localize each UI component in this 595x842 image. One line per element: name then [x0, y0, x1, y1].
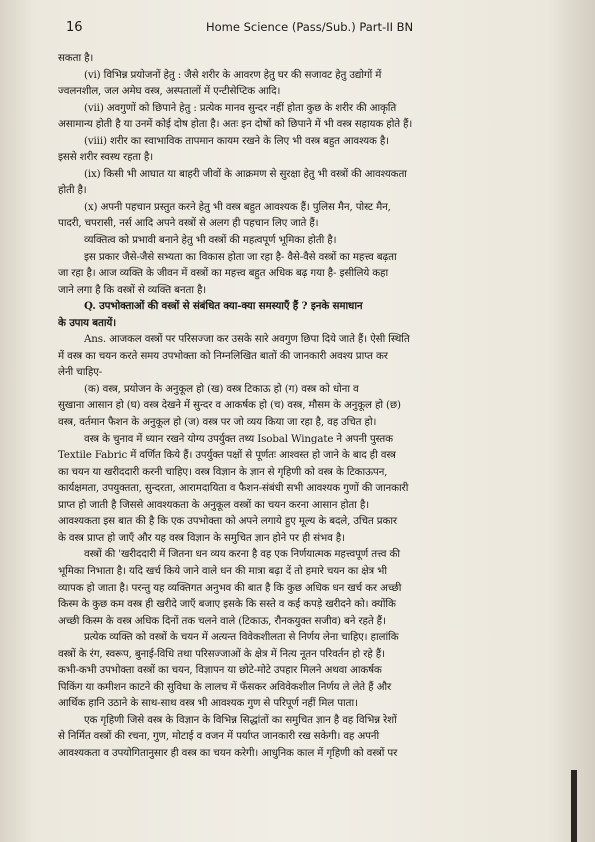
text-line: सकता है।: [58, 52, 94, 64]
text-line: इस प्रकार जैसे-जैसे सभ्यता का विकास होता जा रहा है- वैसे-वैसे वस्त्रों का महत्त्व बढ़ता: [84, 250, 397, 263]
text-line: वस्त्रों के रंग, स्वरूप, बुनाई-विधि तथा परिसज्जाओं के क्षेत्र में नित्य नूतन परिवर्तन हो रहे हैं।: [58, 647, 385, 660]
text-line: किस्म के कुछ कम वस्त्र ही खरीदे जाएँ बजाए इसके कि सस्ते व कई कपड़े खरीदने को। क्योंकि: [58, 598, 396, 611]
text-line: (क) वस्त्र, प्रयोजन के अनुकूल हो (ख) वस्त्र टिकाऊ हो (ग) वस्त्र को धोना व: [84, 382, 359, 395]
text-line: अच्छी किस्म के वस्त्र अधिक दिनों तक चलने वाले (टिकाऊ, रौनकयुक्त सजीव) बने रहते हैं।: [58, 614, 386, 627]
text-line: (viii) शरीर का स्वाभाविक तापमान कायम रखने के लिए भी वस्त्र बहुत आवश्यक है।: [84, 134, 389, 147]
text-line: (ix) किसी भी आघात या बाहरी जीवों के आक्रमण से सुरक्षा हेतु भी वस्त्रों की आवश्यकता: [84, 167, 407, 180]
text-line: वस्त्र के चुनाव में ध्यान रखने योग्य उपर्युक्त तथ्य Isobal Wingate ने अपनी पुस्तक: [84, 432, 393, 445]
text-line: (vi) विभिन्न प्रयोजनों हेतु : जैसे शरीर के आवरण हेतु घर की सजावट हेतु उद्योगों में: [84, 68, 382, 81]
text-line: आवश्यकता इस बात की है कि एक उपभोक्ता को अपने लगाये हुए मूल्य के बदले, उचित प्रकार: [58, 515, 397, 528]
text-line: से निर्मित वस्त्रों की रचना, गुण, मोटाई व वजन में पर्याप्त जानकारी रख सकेगी। वह अपनी: [58, 730, 380, 743]
answer-start: Ans. आजकल वस्त्रों पर परिसज्जा कर उसके सारे अवगुण छिपा दिये जाते हैं। ऐसी स्थिति: [84, 333, 410, 346]
text-line: जा रहा है। आज व्यक्ति के जीवन में वस्त्रों का महत्त्व बहुत अधिक बढ़ गया है- इसीलिये कहा: [58, 267, 389, 280]
text-line: ज्वलनशील, जल अमेघ वस्त्र, अस्पतालों में एन्टीसेप्टिक आदि।: [58, 85, 281, 98]
text-line: जाने लगा है कि वस्त्रों से व्यक्ति बनता है।: [58, 283, 207, 296]
text-line: सुखाना आसान हो (घ) वस्त्र देखने में सुन्दर व आकर्षक हो (च) वस्त्र, मौसम के अनुकूल हो (छ): [58, 399, 401, 412]
text-line: आर्थिक हानि उठाने के साथ-साथ वस्त्र भी आवश्यक गुण से परिपूर्ण नहीं मिल पाता।: [58, 697, 358, 710]
binding-edge: [571, 770, 577, 842]
running-head: Home Science (Pass/Sub.) Part-II BN: [206, 20, 414, 34]
text-line: भूमिका निभाता है। यदि खर्च किये जाने वाले धन की मात्रा बढ़ा दें तो हमारे चयन का क्षेत्र भी: [58, 564, 387, 577]
text-line: एक गृहिणी जिसे वस्त्र के विज्ञान के विभिन्न सिद्धांतों का समुचित ज्ञान है वह विभिन्न रेशों: [84, 713, 397, 726]
text-line: लेनी चाहिए-: [58, 366, 103, 379]
text-line: व्यापक हो जाता है। परन्तु यह व्यक्तिगत अनुभव की बात है कि कुछ अधिक धन खर्च कर अच्छी: [58, 581, 402, 594]
text-line: व्यक्तित्व को प्रभावी बनाने हेतु भी वस्त्रों की महत्वपूर्ण भूमिका होती है।: [84, 234, 337, 247]
text-line: के वस्त्र प्राप्त हो जाएँ और यह वस्त्र विज्ञान के समुचित ज्ञान होने पर ही संभव है।: [58, 531, 345, 544]
text-line: वस्त्र, वर्तमान फैशन के अनुकूल हो (ज) वस्त्र पर जो व्यय किया जा रहा है, वह उचित हो।: [58, 416, 377, 429]
text-line: (vii) अवगुणों को छिपाने हेतु : प्रत्येक मानव सुन्दर नहीं होता कुछ के शरीर की आकृति: [84, 101, 397, 114]
text-line: पादरी, चपरासी, नर्स आदि अपने वस्त्रों से अलग ही पहचान लिए जाते हैं।: [58, 217, 319, 230]
body-text: [58, 50, 534, 762]
question-heading: Q. उपभोक्ताओं की वस्त्रों से संबंधित क्या-क्या समस्याएँ हैं ? इनके समाधान: [84, 300, 363, 313]
text-line: असामान्य होती है या उनमें कोई दोष होता है। अतः इन दोषों को छिपाने में भी वस्त्र सहायक होते हैं।: [58, 118, 413, 131]
text-line: पिकिंग या कमीशन काटने की सुविधा के लालच में फँसकर अविवेकशील निर्णय ले लेते हैं और: [58, 680, 392, 693]
text-line: में वस्त्र का चयन करते समय उपभोक्ता को निम्नलिखित बातों की जानकारी अवश्य प्राप्त कर: [58, 349, 388, 362]
text-line: कभी-कभी उपभोक्ता वस्त्रों का चयन, विज्ञापन या छोटे-मोटे उपहार मिलने अथवा आकर्षक: [58, 664, 382, 677]
page-number: 16: [66, 20, 83, 35]
text-line: का चयन या खरीददारी करनी चाहिए। वस्त्र विज्ञान के ज्ञान से गृहिणी को वस्त्र के टिकाऊपन,: [58, 465, 388, 478]
text-line: कार्यक्षमता, उपयुक्तता, सुन्दरता, आरामदायिता व फैशन-संबंधी सभी आवश्यक गुणों की जानकारी: [58, 482, 409, 495]
page-header: [0, 20, 595, 42]
text-line: (x) अपनी पहचान प्रस्तुत करने हेतु भी वस्त्र बहुत आवश्यक हैं। पुलिस मैन, पोस्ट मैन,: [84, 200, 391, 213]
text-line: प्रत्येक व्यक्ति को वस्त्रों के चयन में अत्यन्त विवेकशीलता से निर्णय लेना चाहिए। हालांकि: [84, 631, 399, 644]
text-line: Textile Fabric में वर्णित किये हैं। उपर्युक्त पक्षों से पूर्णतः आश्वस्त हो जाने के बाद ही वस्त्र: [58, 449, 396, 462]
question-heading: के उपाय बतायें।: [58, 316, 116, 329]
text-line: वस्त्रों की 'खरीददारी में जितना धन व्यय करना है वह एक निर्णयात्मक महत्त्वपूर्ण तत्त्व की: [84, 548, 400, 561]
text-line: इससे शरीर स्वस्थ रहता है।: [58, 151, 154, 164]
text-line: होती है।: [58, 184, 87, 197]
text-line: प्राप्त हो जाती है जिससे आवश्यकता के अनुकूल वस्त्रों का चयन करना आसान होता है।: [58, 498, 369, 511]
text-line: आवश्यकता व उपयोगितानुसार ही वस्त्र का चयन करेगी। आधुनिक काल में गृहिणी को वस्त्रों पर: [58, 746, 398, 759]
